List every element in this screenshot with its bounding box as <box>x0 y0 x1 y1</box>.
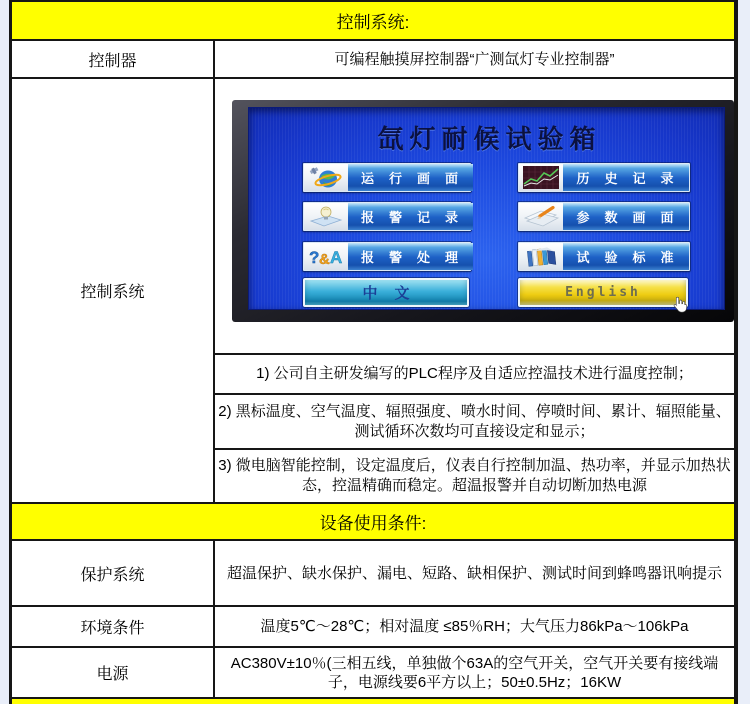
plc-feature-1: 1) 公司自主研发编写的PLC程序及自适应控温技术进行温度控制； <box>215 355 734 395</box>
table-row-environment <box>12 607 734 648</box>
controller-label: 控制器 <box>12 41 215 77</box>
table-row-control-system <box>12 79 734 504</box>
svg-text:?: ? <box>309 248 320 267</box>
hmi-button-parameters <box>518 202 690 231</box>
control-system-label: 控制系统 <box>12 79 215 502</box>
globe-satellite-icon <box>304 164 348 191</box>
spec-table <box>9 0 738 704</box>
table-row-protection <box>12 541 734 607</box>
hmi-screen <box>248 107 725 310</box>
plc-feature-2: 2) 黑标温度、空气温度、辐照强度、喷水时间、停喷时间、累计、辐照能量、测试循环次数均可直接设定和显示； <box>215 395 734 450</box>
protection-value: 超温保护、缺水保护、漏电、短路、缺相保护、测试时间到蜂鸣器讯响提示 <box>226 564 722 582</box>
hmi-button-label: 报警记录 <box>348 203 473 230</box>
protection-label: 保护系统 <box>12 541 215 605</box>
power-label: 电源 <box>12 648 215 697</box>
question-answer-icon <box>304 243 348 270</box>
svg-text:A: A <box>330 248 343 267</box>
history-chart-icon <box>519 164 563 191</box>
next-section-header-partial <box>12 699 734 704</box>
section-header-usage-conditions: 设备使用条件: <box>12 504 734 541</box>
section-header-control-system: 控制系统: <box>12 2 734 41</box>
hmi-title: 氙灯耐候试验箱 <box>377 125 602 154</box>
environment-value: 温度5℃～28℃；相对温度 ≤85％RH；大气压力86kPa～106kPa <box>260 618 689 635</box>
alarm-bulb-icon <box>304 203 348 230</box>
hmi-button-label: 参数画面 <box>563 203 689 230</box>
hmi-touchscreen-photo <box>232 100 734 322</box>
svg-text:&: & <box>319 251 330 268</box>
environment-label: 环境条件 <box>12 607 215 646</box>
hmi-button-chinese: 中文 <box>303 278 469 307</box>
plc-feature-3: 3) 微电脑智能控制，设定温度后，仪表自行控制加温、热功率，并显示加热状态，控温精确而稳定。超温报警并自动切断加热电源 <box>218 457 731 494</box>
books-icon <box>519 243 563 270</box>
hmi-button-label: 试验标准 <box>563 243 689 270</box>
controller-value: 可编程触摸屏控制器“广测氙灯专业控制器” <box>334 50 615 68</box>
hmi-button-label: 运行画面 <box>348 164 473 191</box>
control-system-content <box>215 79 734 502</box>
power-value: AC380V±10％(三相五线，单独做个63A的空气开关，空气开关要有接线端子，电源线要6平方以上；50±0.5Hz；16KW <box>230 654 719 691</box>
hmi-button-alarm-record <box>303 202 474 231</box>
hmi-button-label: 报警处理 <box>348 243 473 270</box>
hmi-button-history <box>518 163 690 192</box>
hmi-button-test-standards <box>518 242 690 271</box>
hmi-button-run-screen <box>303 163 474 192</box>
hmi-photo-cell <box>215 79 734 355</box>
hmi-button-alarm-handle <box>303 242 474 271</box>
table-row-power <box>12 648 734 699</box>
hand-cursor-icon <box>673 296 688 318</box>
hmi-button-label: 历史记录 <box>563 164 689 191</box>
hmi-button-english: English <box>518 278 688 307</box>
table-row-controller <box>12 41 734 79</box>
paper-pencil-icon <box>519 203 563 230</box>
